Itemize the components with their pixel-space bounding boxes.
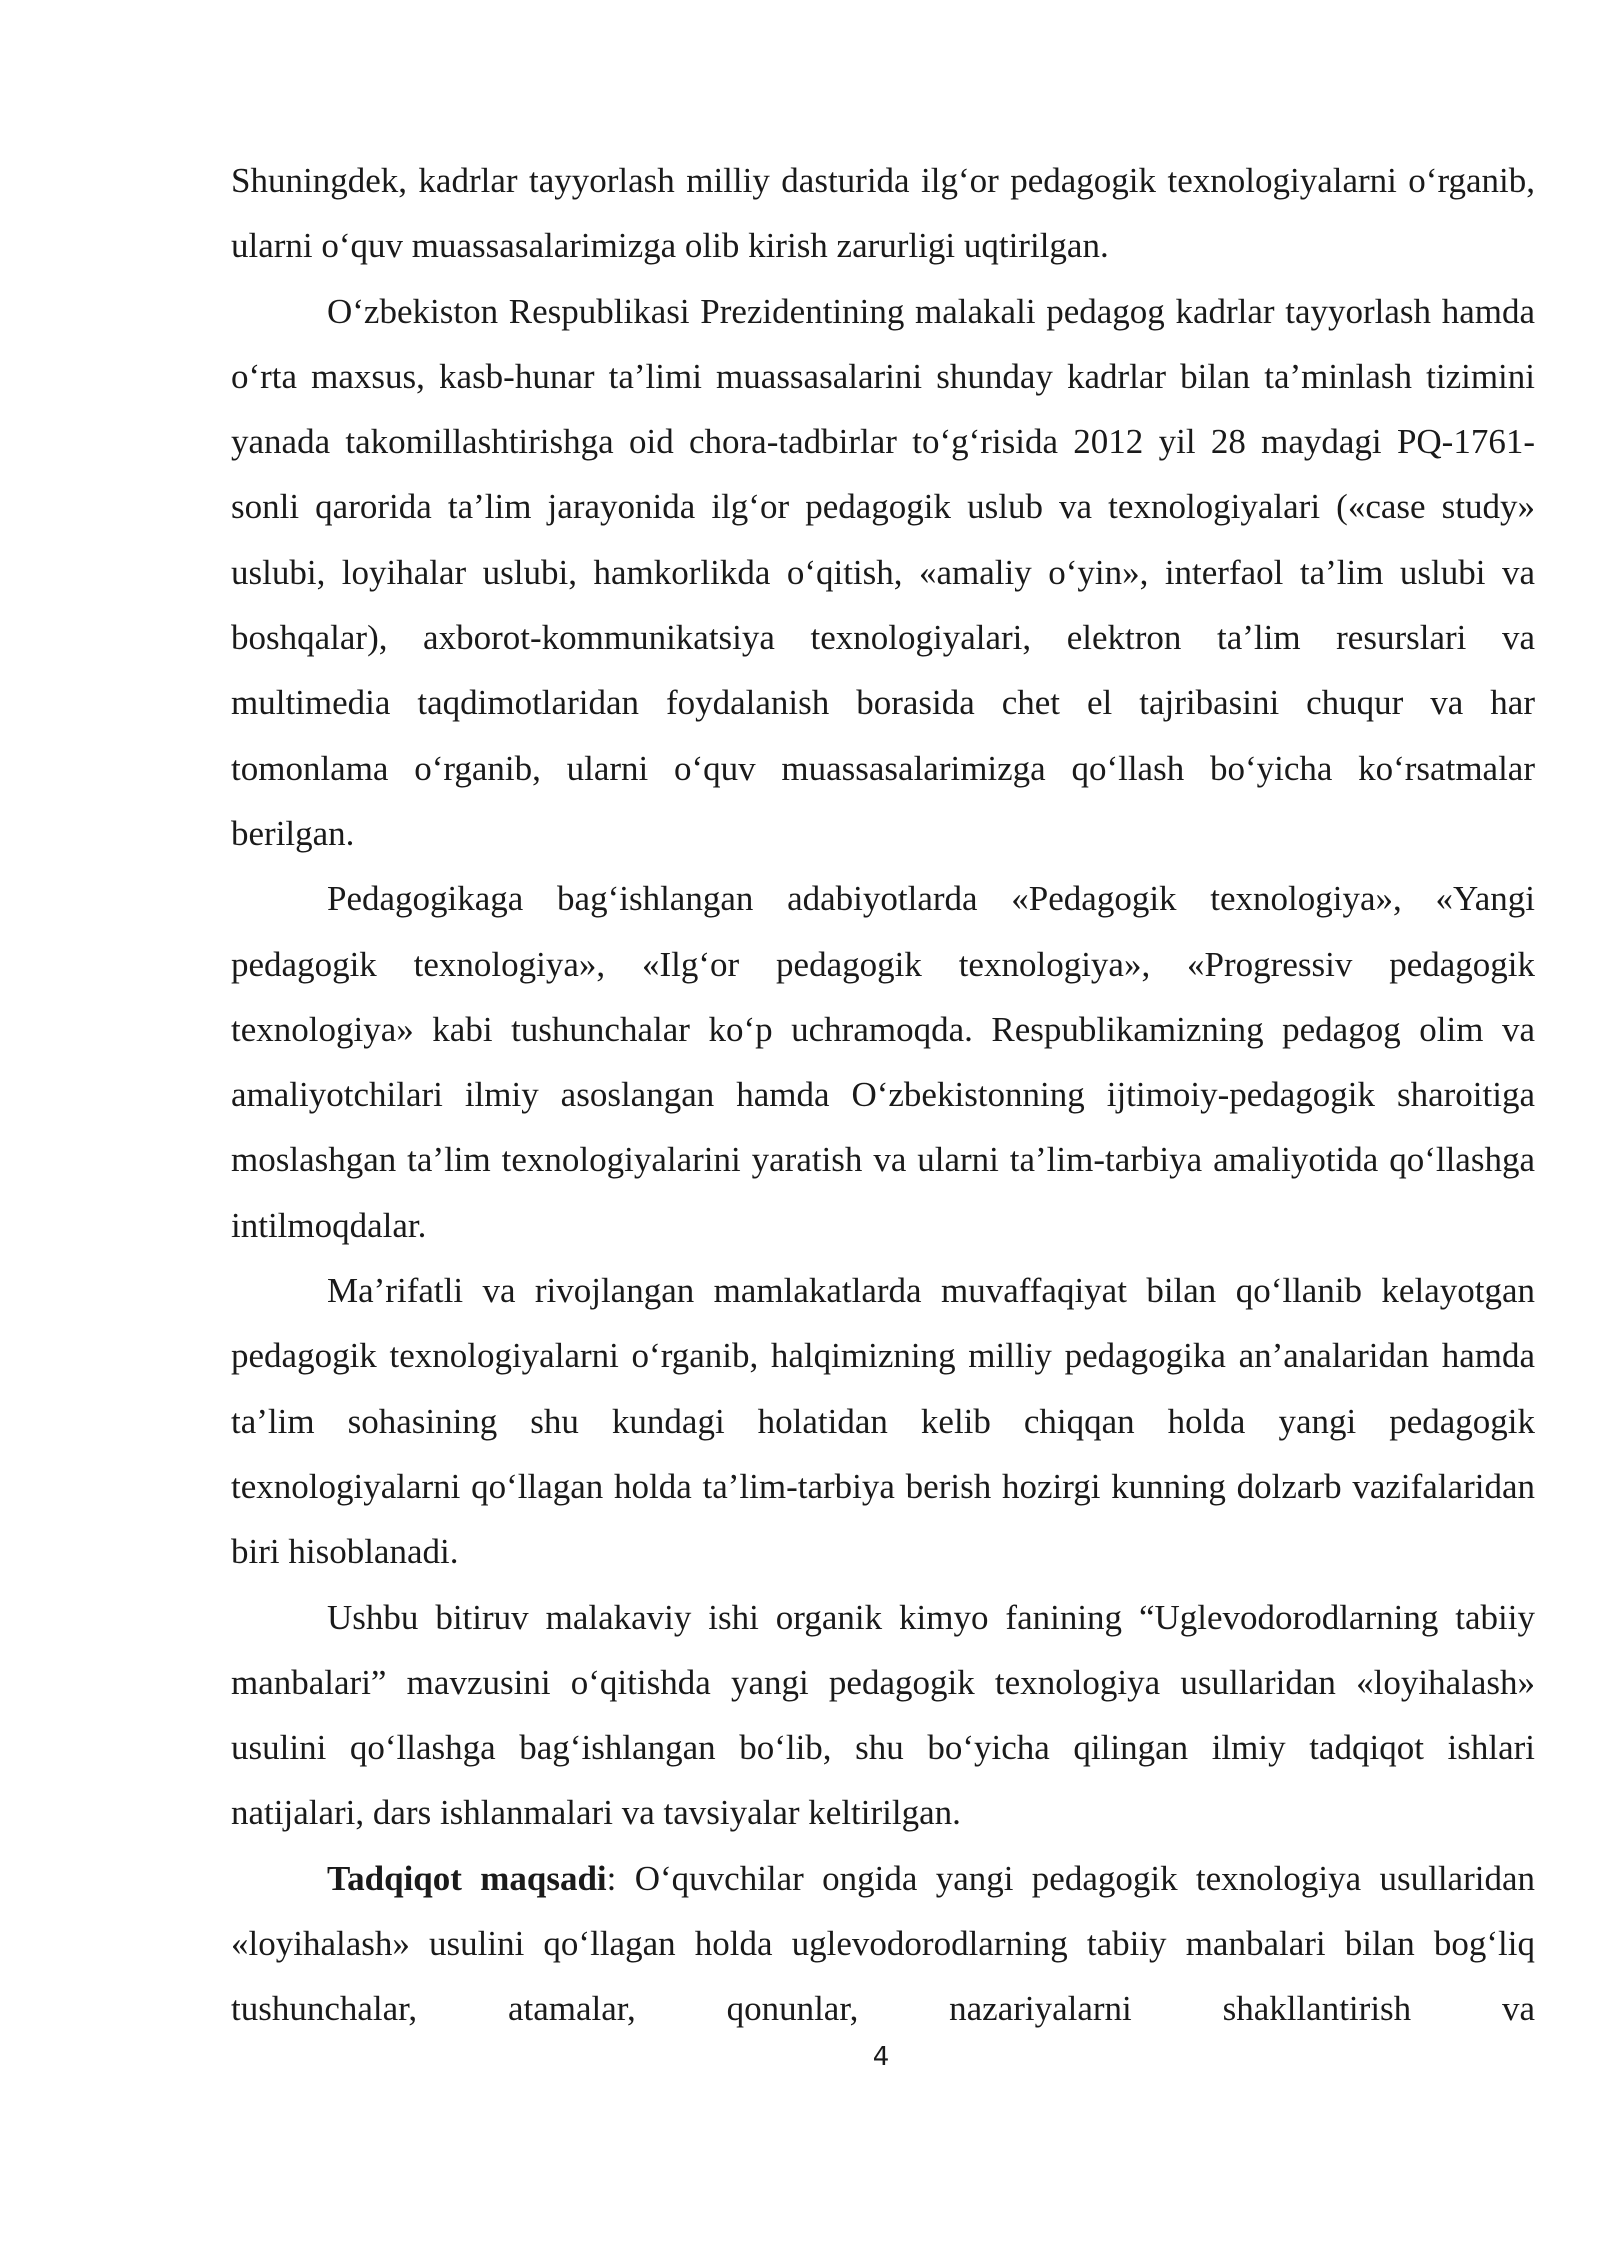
research-goal-text: O‘quvchilar ongida yangi pedagogik texnologiya usullaridan «loyihalash» usulini qo‘llagan holda uglevodorodlarning tabiiy manbalari bilan bog‘liq tushunchalar, atamalar, qonunlar, nazariyalarni shakllantirish va [231, 1858, 1535, 2029]
research-goal-separator: : [606, 1858, 617, 1898]
paragraph-pedagogical-literature: Pedagogikaga bag‘ishlangan adabiyotlarda «Pedagogik texnologiya», «Yangi pedagogik texnologiya», «Ilg‘or pedagogik texnologiya», «Progressiv pedagogik texnologiya» kabi tushunchalar ko‘p uchramoqda. Respublikamizning pedagog olim va amaliyotchilari ilmiy asoslangan hamda O‘zbekistonning ijtimoiy-pedagogik sharoitiga moslashgan ta’lim texnologiyalarini yaratish va ularni ta’lim-tarbiya amaliyotida qo‘llashga intilmoqdalar. [231, 879, 1535, 1245]
paragraph-thesis-scope: Ushbu bitiruv malakaviy ishi organik kimyo fanining “Uglevodorodlarning tabiiy manbalari” mavzusini o‘qitishda yangi pedagogik texnologiya usullaridan «loyihalash» usulini qo‘llashga bag‘ishlangan bo‘lib, shu bo‘yicha qilingan ilmiy tadqiqot ishlari natijalari, dars ishlanmalari va tavsiyalar keltirilgan. [231, 1597, 1535, 1833]
paragraph-intro: Shuningdek, kadrlar tayyorlash milliy dasturida ilg‘or pedagogik texnologiyalarni o‘rganib, ularni o‘quv muassasalarimizga olib kirish zarurligi uqtirilgan. [231, 161, 1535, 266]
paragraph-advanced-countries: Ma’rifatli va rivojlangan mamlakatlarda muvaffaqiyat bilan qo‘llanib kelayotgan pedagogik texnologiyalarni o‘rganib, halqimizning milliy pedagogika an’analaridan hamda ta’lim sohasining shu kundagi holatidan kelib chiqqan holda yangi pedagogik texnologiyalarni qo‘llagan holda ta’lim-tarbiya berish hozirgi kunning dolzarb vazifalaridan biri hisoblanadi. [231, 1271, 1535, 1572]
page-number: 4 [872, 2042, 890, 2072]
paragraph-presidential-decree: O‘zbekiston Respublikasi Prezidentining malakali pedagog kadrlar tayyorlash hamda o‘rta maxsus, kasb-hunar ta’limi muassasalarini shunday kadrlar bilan ta’minlash tizimini yanada takomillashtirishga oid chora-tadbirlar to‘g‘risida 2012 yil 28 maydagi PQ-1761-sonli qarorida ta’lim jarayonida ilg‘or pedagogik uslub va texnologiyalari («case study» uslubi, loyihalar uslubi, hamkorlikda o‘qitish, «amaliy o‘yin», interfaol ta’lim uslubi va boshqalar), axborot-kommunikatsiya texnologiyalari, elektron ta’lim resurslari va multimedia taqdimotlaridan foydalanish borasida chet el tajribasini chuqur va har tomonlama o‘rganib, ularni o‘quv muassasalarimizga qo‘llash bo‘yicha ko‘rsatmalar berilgan. [231, 291, 1535, 853]
research-goal-label: Tadqiqot maqsadi [327, 1858, 607, 1898]
body-text [231, 148, 1535, 2042]
paragraph-research-goal [231, 1846, 1535, 2042]
